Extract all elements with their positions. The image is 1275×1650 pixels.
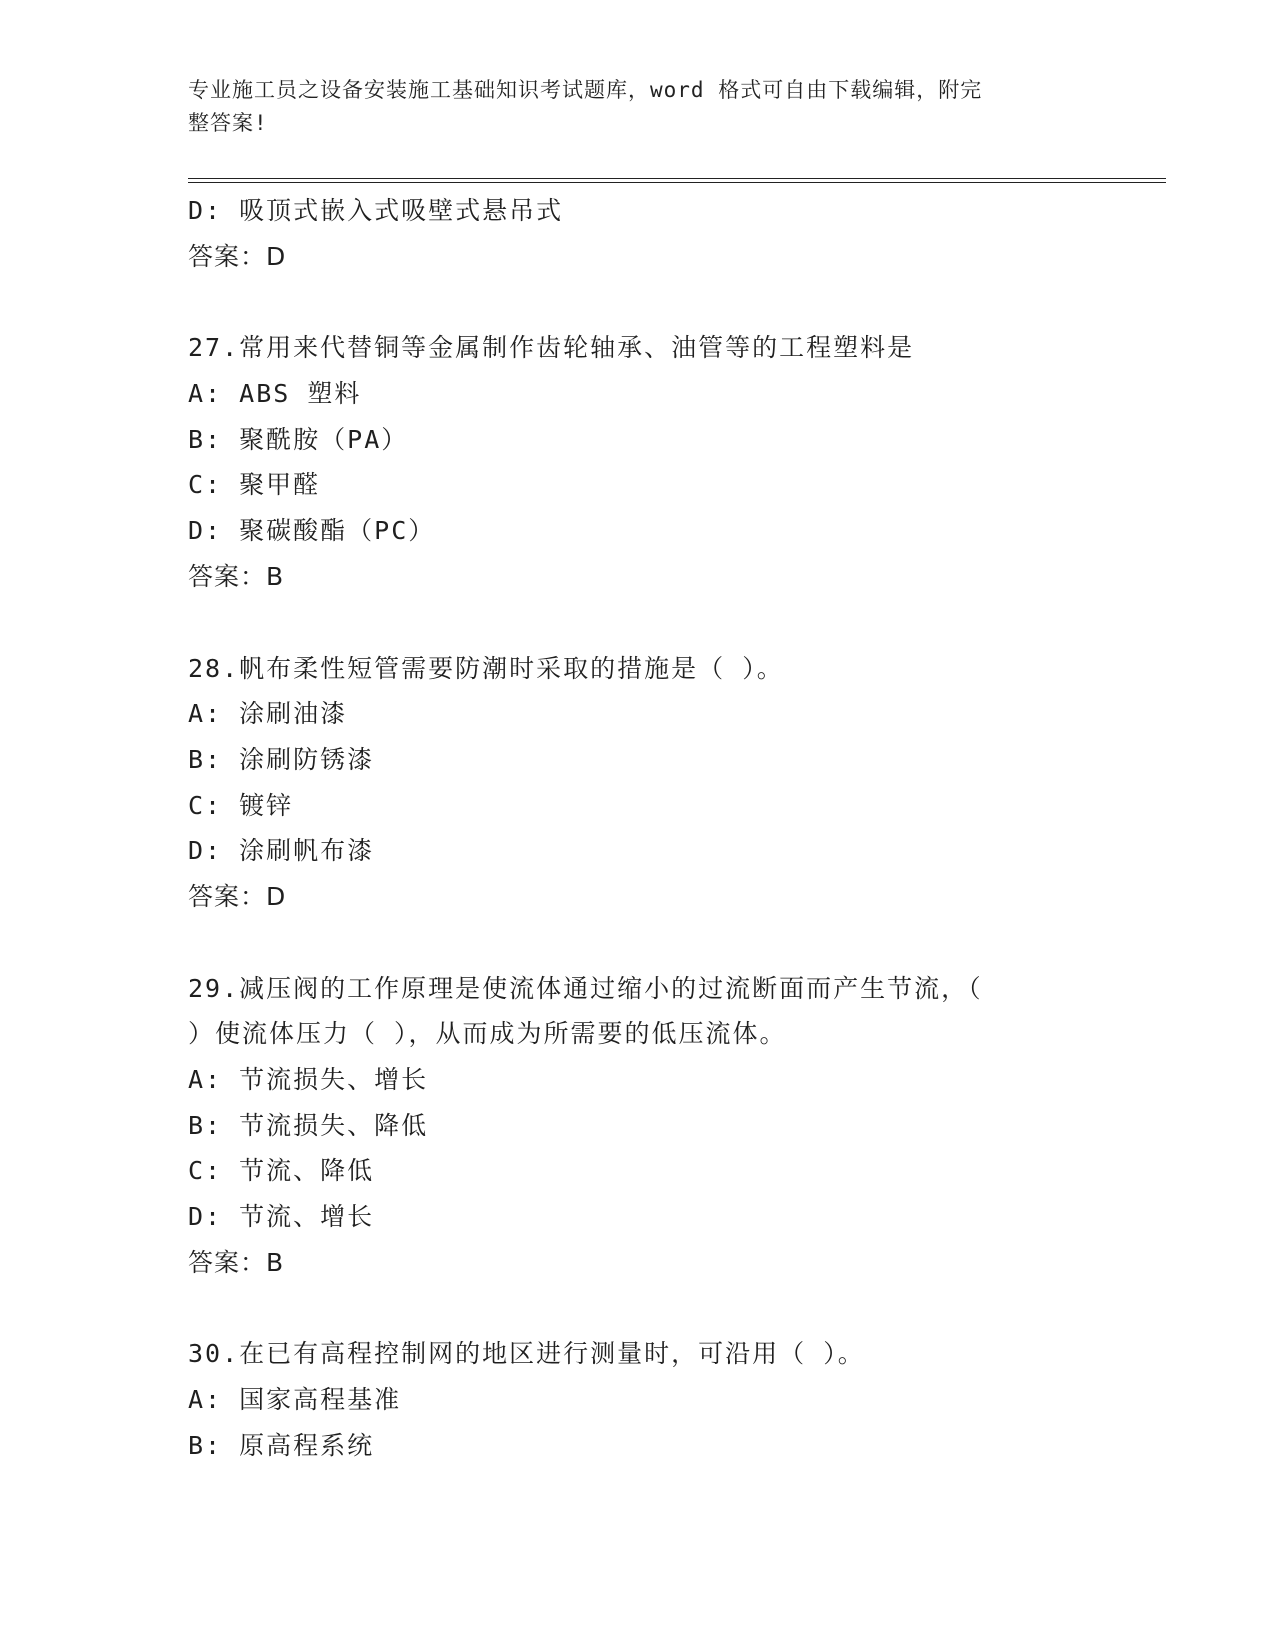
spacer [188,920,1148,966]
header-line-1: 专业施工员之设备安装施工基础知识考试题库，word 格式可自由下载编辑，附完 [188,78,983,102]
question-text-line-2: ）使流体压力（ ），从而成为所需要的低压流体。 [188,1019,787,1049]
question-list [188,188,1148,1469]
spacer [188,600,1148,646]
option-a: A: 节流损失、增长 [188,1065,429,1094]
header-rule-top [188,178,1166,179]
option-a: A: ABS 塑料 [188,379,362,409]
option-b: B: 节流损失、降低 [188,1110,429,1140]
question-26 [188,188,1148,279]
option-c: C: 聚甲醛 [188,470,321,500]
option-d: D: 吸顶式嵌入式吸壁式悬吊式 [188,196,564,225]
answer-line: 答案：D [188,881,287,911]
option-d: D: 涂刷帆布漆 [188,836,375,866]
question-29 [188,966,1148,1286]
page-header [188,74,1068,140]
question-text: 30.在已有高程控制网的地区进行测量时，可沿用（ ）。 [188,1339,865,1369]
answer-line: 答案：B [188,561,285,591]
option-a: A: 国家高程基准 [188,1385,402,1415]
question-30 [188,1331,1148,1468]
spacer [188,279,1148,325]
question-28 [188,646,1148,920]
question-27 [188,325,1148,599]
question-text-line-1: 29.减压阀的工作原理是使流体通过缩小的过流断面而产生节流，（ [188,973,983,1003]
option-c: C: 节流、降低 [188,1156,375,1186]
option-d: D: 聚碳酸酯（PC） [188,516,436,546]
option-b: B: 原高程系统 [188,1430,375,1460]
option-b: B: 涂刷防锈漆 [188,744,375,774]
option-c: C: 镀锌 [188,790,294,820]
answer-line: 答案：B [188,1247,285,1277]
option-a: A: 涂刷油漆 [188,699,348,729]
question-text: 28.帆布柔性短管需要防潮时采取的措施是（ ）。 [188,653,784,683]
spacer [188,1285,1148,1331]
header-rule-bottom [188,182,1166,183]
answer-line: 答案：D [188,241,287,271]
question-text: 27.常用来代替铜等金属制作齿轮轴承、油管等的工程塑料是 [188,333,915,363]
option-b: B: 聚酰胺（PA） [188,424,409,454]
option-d: D: 节流、增长 [188,1202,375,1232]
header-line-2: 整答案! [188,111,268,135]
